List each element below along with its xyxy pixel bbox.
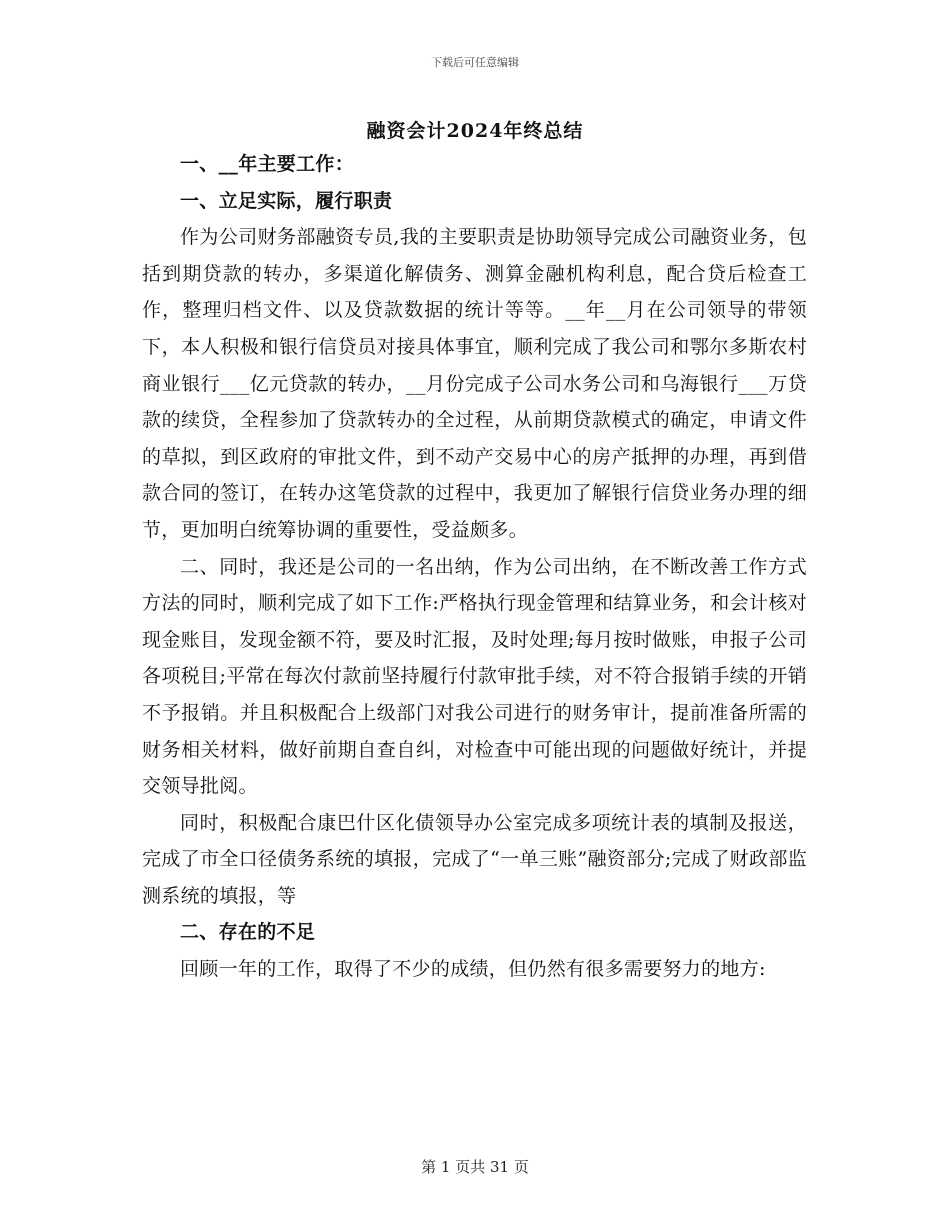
paragraph-debt-office: 同时，积极配合康巴什区化债领导办公室完成多项统计表的填制及报送，完成了市全口径债务系统的填报，完成了“一单三账”融资部分;完成了财政部监测系统的填报，等 — [142, 811, 807, 907]
paragraph-financing-duties: 作为公司财务部融资专员,我的主要职责是协助领导完成公司融资业务，包括到期贷款的转办，多渠道化解债务、测算金融机构利息，配合贷后检查工作，整理归档文件、以及贷款数据的统计等等。__年__月在公司领导的带领下，本人积极和银行信贷员对接具体事宜，顺利完成了我公司和鄂尔多斯农村商业银行___亿元贷款的转办，__月份完成子公司水务公司和乌海银行___万贷款的续贷，全程参加了贷款转办的全过程，从前期贷款模式的确定，申请文件的草拟，到区政府的审批文件，到不动产交易中心的房产抵押的办理，再到借款合同的签订，在转办这笔贷款的过程中，我更加了解银行信贷业务办理的细节，更加明白统筹协调的重要性，受益颇多。 — [142, 226, 807, 541]
paragraph-cashier-work: 二、同时，我还是公司的一名出纳，作为公司出纳，在不断改善工作方式方法的同时，顺利完成了如下工作:严格执行现金管理和结算业务，和会计核对现金账目，发现金额不符，要及时汇报，及时处理;每月按时做账，申报子公司各项税目;平常在每次付款前坚持履行付款审批手续，对不符合报销手续的开销不予报销。并且积极配合上级部门对我公司进行的财务审计，提前准备所需的财务相关材料，做好前期自查自纠，对检查中可能出现的问题做好统计，并提交领导批阅。 — [142, 555, 807, 798]
header-note: 下载后可任意编辑 — [431, 56, 519, 69]
document-title: 融资会计2024年终总结 — [366, 120, 584, 142]
document-body — [142, 146, 807, 988]
section-heading-duties: 一、立足实际，履行职责 — [180, 189, 393, 212]
section-heading-main-work: 一、__年主要工作： — [180, 153, 355, 175]
page-footer: 第 1 页共 31 页 — [421, 1158, 529, 1176]
paragraph-review: 回顾一年的工作，取得了不少的成绩，但仍然有很多需要努力的地方: — [180, 958, 766, 981]
section-heading-shortcomings: 二、存在的不足 — [180, 921, 316, 944]
